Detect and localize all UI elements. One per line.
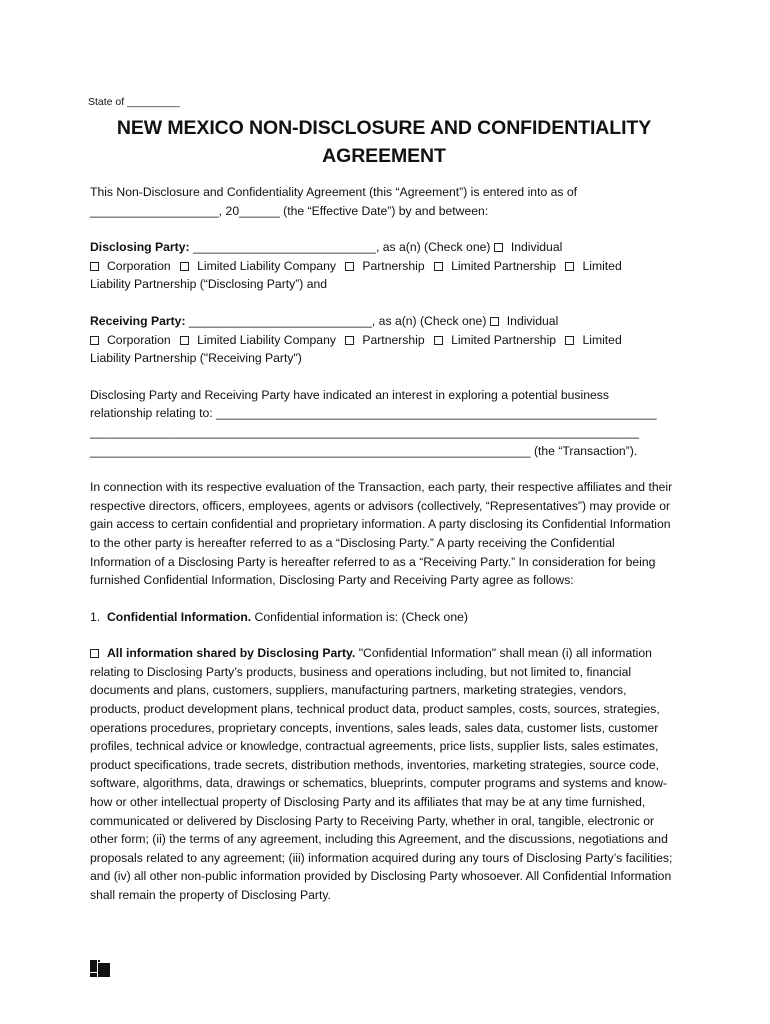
option-corporation: Corporation bbox=[107, 332, 171, 347]
disclosing-party-line-3: Liability Partnership (“Disclosing Party”) and bbox=[90, 277, 328, 292]
receiving-party-blank[interactable]: ___________________________, as a(n) (Check one) bbox=[185, 313, 490, 328]
checkbox-partnership[interactable] bbox=[345, 262, 354, 271]
section-1-line bbox=[90, 608, 678, 627]
checkbox-llp[interactable] bbox=[565, 262, 574, 271]
disclosing-party-label: Disclosing Party: bbox=[90, 240, 190, 255]
relationship-line-1: Disclosing Party and Receiving Party have indicated an interest in exploring a potential business bbox=[90, 387, 609, 402]
checkbox-lp[interactable] bbox=[434, 336, 443, 345]
relationship-paragraph bbox=[90, 386, 678, 460]
all-information-option bbox=[90, 644, 678, 904]
option-llc: Limited Liability Company bbox=[197, 332, 336, 347]
relationship-line-4[interactable]: _________________________________________________________________ (the “Transaction”). bbox=[90, 443, 638, 458]
option-lp: Limited Partnership bbox=[451, 332, 557, 347]
receiving-party-line-3: Liability Partnership ("Receiving Party") bbox=[90, 351, 302, 366]
option-partnership: Partnership bbox=[362, 258, 425, 273]
intro-paragraph bbox=[90, 183, 678, 220]
relationship-line-3[interactable]: _________________________________________________________________________________ bbox=[90, 424, 640, 439]
disclosing-party-line-2 bbox=[90, 257, 678, 276]
checkbox-individual[interactable] bbox=[490, 317, 499, 326]
checkbox-llp[interactable] bbox=[565, 336, 574, 345]
receiving-party-label: Receiving Party: bbox=[90, 313, 186, 328]
document-body bbox=[90, 94, 678, 905]
option-lp: Limited Partnership bbox=[451, 258, 557, 273]
section-1-text: Confidential information is: (Check one) bbox=[251, 609, 468, 624]
all-information-heading: All information shared by Disclosing Party. bbox=[107, 646, 356, 661]
receiving-party-line-2 bbox=[90, 331, 678, 350]
option-llc: Limited Liability Company bbox=[197, 258, 336, 273]
document-title bbox=[90, 114, 678, 170]
checkbox-llc[interactable] bbox=[180, 262, 189, 271]
option-partnership: Partnership bbox=[362, 332, 425, 347]
all-information-body: "Confidential Information" shall mean (i) all information relating to Disclosing Party’s products, business and operations including, but not limited to, financial documents and plans, customers, suppliers, manufacturing partners, marketing strategies, vendors, products, product development plans, technical product data, product samples, costs, sources, strategies, operations procedures, proprietary concepts, inventions, sales leads, sales data, customer lists, customer profiles, technical advice or knowledge, contractual agreements, price lists, supplier lists, sales estimates, product specifications, trade secrets, distribution methods, inventories, marketing strategies, source code, software, algorithms, data, drawings or schematics, blueprints, computer programs and systems and know-how or other intellectual property of Disclosing Party and its affiliates that may be at any time furnished, communicated or delivered by Disclosing Party to Receiving Party, whether in oral, tangible, electronic or other form; (ii) the terms of any agreement, including this Agreement, and the discussions, negotiations and proposals related to any agreement; (iii) information acquired during any tours of Disclosing Party’s facilities; and (iv) all other non-public information provided by Disclosing Party whosoever. All Confidential Information shall remain the property of Disclosing Party. bbox=[90, 646, 673, 902]
disclosing-party-block bbox=[90, 238, 678, 294]
document-logo-icon bbox=[90, 960, 110, 977]
intro-line-1: This Non-Disclosure and Confidentiality Agreement (this “Agreement”) is entered into as of bbox=[90, 185, 578, 199]
checkbox-lp[interactable] bbox=[434, 262, 443, 271]
option-individual: Individual bbox=[510, 240, 563, 255]
disclosing-party-blank[interactable]: ___________________________, as a(n) (Check one) bbox=[189, 240, 494, 255]
title-line-2: AGREEMENT bbox=[322, 145, 446, 167]
state-line: State of _________ bbox=[88, 96, 180, 108]
connection-paragraph bbox=[90, 478, 678, 590]
receiving-party-line-1 bbox=[90, 312, 678, 331]
option-individual: Individual bbox=[506, 313, 559, 328]
title-line-1: NEW MEXICO NON-DISCLOSURE AND CONFIDENTIALITY bbox=[116, 117, 652, 139]
relationship-line-2[interactable]: relationship relating to: _________________________________________________________________ bbox=[90, 406, 657, 421]
checkbox-llc[interactable] bbox=[180, 336, 189, 345]
all-information-text bbox=[90, 644, 678, 904]
checkbox-corporation[interactable] bbox=[90, 262, 99, 271]
intro-line-2: ___________________, 20______ (the “Effective Date”) by and between: bbox=[90, 203, 489, 218]
receiving-party-block bbox=[90, 312, 678, 368]
disclosing-party-line-1 bbox=[90, 238, 678, 257]
option-corporation: Corporation bbox=[107, 258, 171, 273]
option-llp: Limited bbox=[582, 258, 622, 273]
checkbox-all-information[interactable] bbox=[90, 649, 99, 658]
checkbox-corporation[interactable] bbox=[90, 336, 99, 345]
section-1-title: Confidential Information. bbox=[106, 609, 252, 624]
section-1-number: 1. bbox=[90, 609, 101, 624]
section-1-heading bbox=[90, 608, 678, 627]
checkbox-individual[interactable] bbox=[494, 243, 503, 252]
connection-text: In connection with its respective evaluation of the Transaction, each party, their respective affiliates and their respective directors, officers, employees, agents or advisors (collectively, “Representatives”) may provide or gain access to certain confidential and proprietary information. A party disclosing its Confidential Information to the other party is hereafter referred to as a “Disclosing Party.” A party receiving the Confidential Information of a Disclosing Party is hereafter referred to as a “Receiving Party.” In consideration for being furnished Confidential Information, Disclosing Party and Receiving Party agree as follows: bbox=[90, 480, 673, 588]
option-llp: Limited bbox=[582, 332, 622, 347]
checkbox-partnership[interactable] bbox=[345, 336, 354, 345]
